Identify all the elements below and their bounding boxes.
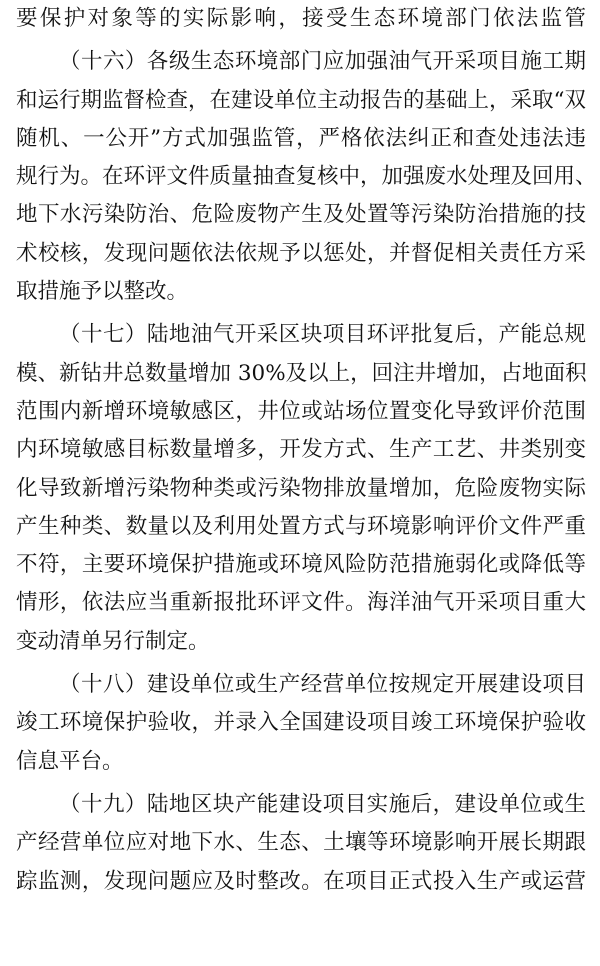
paragraph-line: 取措施予以整改。 — [16, 279, 189, 305]
paragraph-line: 化导致新增污染物种类或污染物排放量增加，危险废物实际 — [16, 475, 586, 501]
paragraph-line: 竣工环境保护验收，并录入全国建设项目竣工环境保护验收 — [16, 710, 586, 736]
paragraph-line: 踪监测，发现问题应及时整改。在项目正式投入生产或运营 — [16, 868, 586, 894]
paragraph-line: 内环境敏感目标数量增多，开发方式、生产工艺、井类别变 — [16, 437, 586, 463]
paragraph-line: 随机、一公开”方式加强监管，严格依法纠正和查处违法违 — [16, 125, 586, 151]
document-page — [16, 0, 597, 901]
paragraph-line: 产经营单位应对地下水、生态、土壤等环境影响开展长期跟 — [16, 830, 586, 856]
paragraph-line: 地下水污染防治、危险废物产生及处置等污染防治措施的技 — [16, 202, 586, 228]
paragraph-line: 不符，主要环境保护措施或环境风险防范措施弱化或降低等 — [16, 552, 586, 578]
paragraph-line: 范围内新增环境敏感区，井位或站场位置变化导致评价范围 — [16, 398, 586, 424]
paragraph-line: 和运行期监督检查，在建设单位主动报告的基础上，采取“双 — [16, 87, 586, 113]
paragraph-line: 规行为。在环评文件质量抽查复核中，加强废水处理及回用、 — [16, 164, 597, 190]
paragraph-line: 模、新钻井总数量增加 30%及以上，回注井增加，占地面积 — [16, 360, 587, 386]
paragraph-line: 术校核，发现问题依法依规予以惩处，并督促相关责任方采 — [16, 240, 586, 266]
paragraph-line: 变动清单另行制定。 — [16, 628, 210, 654]
paragraph-line: 情形，依法应当重新报批环评文件。海洋油气开采项目重大 — [16, 590, 586, 616]
paragraph-line: 产生种类、数量以及利用处置方式与环境影响评价文件严重 — [16, 513, 586, 539]
paragraph-first-line: （十六）各级生态环境部门应加强油气开采项目施工期 — [59, 49, 586, 75]
paragraph-first-line: （十九）陆地区块产能建设项目实施后，建设单位或生 — [59, 791, 586, 817]
paragraph-first-line: （十七）陆地油气开采区块项目环评批复后，产能总规 — [59, 322, 586, 348]
paragraph-first-line: （十八）建设单位或生产经营单位按规定开展建设项目 — [59, 672, 586, 698]
paragraph-line: 信息平台。 — [16, 748, 124, 774]
paragraph-line: 要保护对象等的实际影响，接受生态环境部门依法监管 — [16, 6, 586, 31]
